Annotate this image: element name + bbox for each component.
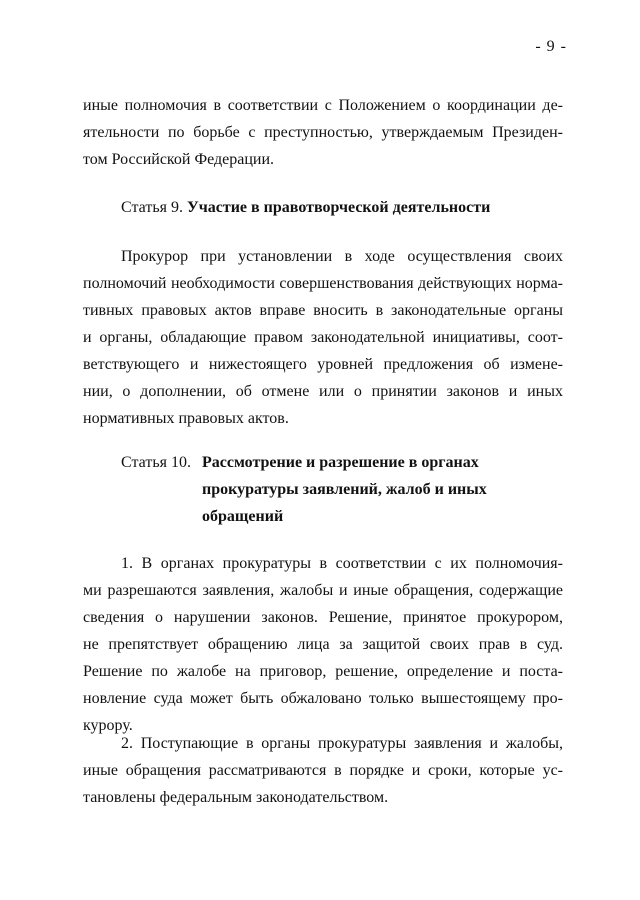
article-9-title: Участие в правотворческой деятельности: [186, 199, 491, 216]
article-10-title: [202, 449, 487, 530]
item-1-line: курору.: [83, 717, 133, 734]
article-10-label: Статья 10.: [121, 454, 191, 471]
article-9-label: Статья 9.: [121, 199, 183, 216]
intro-line: иные полномочия в соответствии с Положением о координации де-: [83, 97, 563, 114]
article-10-title-line: обращений: [202, 508, 284, 525]
item-1-line: ми разрешаются заявления, жалобы и иные обращения, содержащие: [83, 582, 563, 599]
intro-paragraph: [83, 92, 563, 173]
intro-line: том Российской Федерации.: [83, 151, 275, 168]
article-10-title-line: прокуратуры заявлений, жалоб и иных: [202, 481, 487, 498]
item-1-line: новление суда может быть обжаловано только вышестоящему про-: [83, 690, 563, 707]
item-1-line: сведения о нарушении законов. Решение, принятое прокурором,: [83, 609, 563, 626]
article-9-line: нии, о дополнении, об отмене или о принятии законов и иных: [83, 383, 563, 400]
item-1-line: 1. В органах прокуратуры в соответствии с их полномочия-: [121, 555, 563, 572]
article-10-title-line: Рассмотрение и разрешение в органах: [202, 454, 479, 471]
item-2-line: иные обращения рассматриваются в порядке и сроки, которые ус-: [83, 762, 563, 779]
article-10-item-1: [83, 550, 563, 739]
item-2-line: 2. Поступающие в органы прокуратуры заявления и жалобы,: [121, 735, 563, 752]
article-9-paragraph: [83, 243, 563, 432]
article-9-line: нормативных правовых актов.: [83, 410, 289, 427]
item-1-line: Решение по жалобе на приговор, решение, определение и поста-: [83, 663, 563, 680]
item-2-line: тановлены федеральным законодательством.: [83, 789, 389, 806]
article-9-line: Прокурор при установлении в ходе осуществления своих: [121, 248, 563, 265]
article-9-line: полномочий необходимости совершенствования действующих норма-: [83, 275, 563, 292]
article-9-line: и органы, обладающие правом законодательной инициативы, соот-: [83, 329, 563, 346]
item-1-line: не препятствует обращению лица за защитой своих прав в суд.: [83, 636, 563, 653]
article-9-line: тивных правовых актов вправе вносить в законодательные органы: [83, 302, 563, 319]
intro-line: ятельности по борьбе с преступностью, утверждаемым Президен-: [83, 124, 563, 141]
article-10-item-2: [83, 730, 563, 811]
article-9-line: ветствующего и нижестоящего уровней предложения об измене-: [83, 356, 563, 373]
page-number: - 9 -: [535, 38, 567, 55]
article-9-heading: [121, 194, 490, 221]
